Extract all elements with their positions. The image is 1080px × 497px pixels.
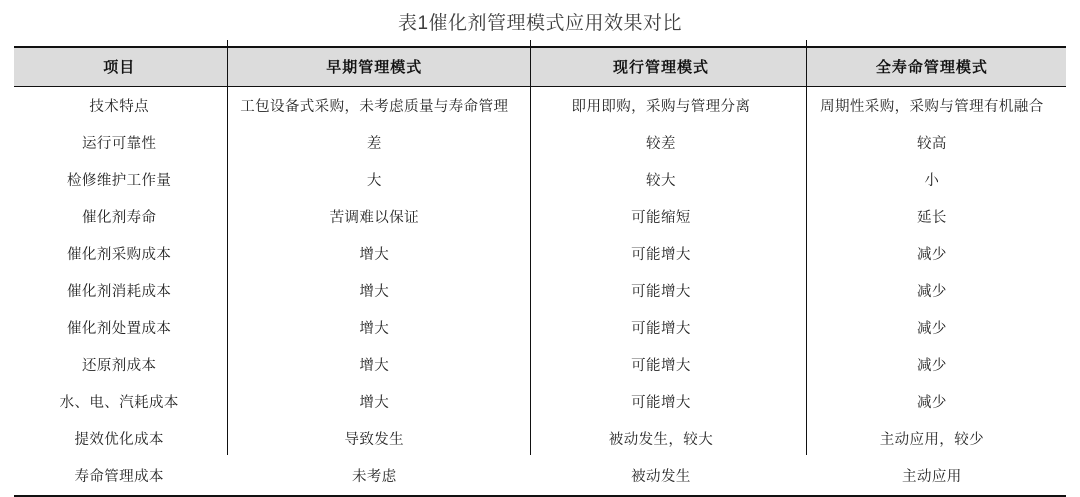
table-caption: 表1催化剂管理模式应用效果对比 [397, 13, 683, 34]
row-label: 催化剂处置成本 [67, 321, 172, 337]
cell-early: 大 [366, 173, 382, 189]
row-label: 水、电、汽耗成本 [59, 395, 179, 411]
cell-current: 可能增大 [631, 247, 691, 263]
cell-early: 工包设备式采购，未考虑质量与寿命管理 [240, 99, 509, 115]
cell-current: 可能增大 [631, 321, 691, 337]
cell-current: 被动发生，较大 [608, 432, 714, 448]
row-label: 提效优化成本 [74, 432, 164, 448]
cell-lifecycle: 减少 [916, 247, 947, 263]
row-label: 还原剂成本 [81, 358, 157, 374]
cell-current: 可能缩短 [631, 210, 691, 226]
row-label: 技术特点 [89, 99, 149, 115]
cell-current: 较大 [646, 173, 676, 189]
cell-early: 未考虑 [224, 457, 524, 496]
cell-lifecycle: 主动应用 [798, 457, 1066, 496]
table-container [0, 46, 1080, 497]
header-row [14, 47, 1066, 87]
table-row [14, 124, 1066, 161]
cell-lifecycle: 较高 [916, 136, 947, 152]
row-label: 催化剂采购成本 [67, 247, 172, 263]
cell-current: 即用即购，采购与管理分离 [571, 99, 751, 115]
cell-current: 较差 [646, 136, 676, 152]
row-label: 运行可靠性 [81, 136, 157, 152]
cell-lifecycle: 主动应用，较少 [879, 432, 985, 448]
row-label: 催化剂消耗成本 [67, 284, 172, 300]
cell-lifecycle: 减少 [916, 284, 947, 300]
cell-early: 增大 [359, 321, 390, 337]
cell-current: 可能增大 [631, 284, 691, 300]
row-label: 催化剂寿命 [81, 210, 157, 226]
table-row [14, 309, 1066, 346]
table-row [14, 346, 1066, 383]
column-header-early-mode: 早期管理模式 [224, 47, 524, 87]
column-header-item: 项目 [14, 47, 224, 87]
cell-current: 可能增大 [631, 358, 691, 374]
cell-early: 苦调难以保证 [329, 210, 419, 226]
table-row [14, 161, 1066, 198]
cell-current: 可能增大 [631, 395, 691, 411]
table-row [14, 457, 1066, 496]
column-header-lifecycle-mode: 全寿命管理模式 [798, 47, 1066, 87]
table-body [14, 87, 1066, 497]
cell-early: 增大 [359, 247, 390, 263]
table-row [14, 383, 1066, 420]
row-label: 寿命管理成本 [14, 457, 224, 496]
row-label: 检修维护工作量 [67, 173, 172, 189]
table-row [14, 87, 1066, 125]
cell-lifecycle: 减少 [916, 358, 947, 374]
cell-lifecycle: 延长 [916, 210, 947, 226]
cell-early: 增大 [359, 358, 390, 374]
cell-lifecycle: 减少 [916, 321, 947, 337]
table-header [14, 47, 1066, 87]
column-header-current-mode: 现行管理模式 [524, 47, 798, 87]
cell-early: 增大 [359, 395, 390, 411]
table-row [14, 420, 1066, 457]
cell-early: 导致发生 [344, 432, 405, 448]
cell-early: 增大 [359, 284, 390, 300]
comparison-table [14, 46, 1066, 497]
table-row [14, 198, 1066, 235]
cell-early: 差 [366, 136, 382, 152]
cell-lifecycle: 小 [924, 173, 940, 189]
cell-lifecycle: 减少 [916, 395, 947, 411]
table-row [14, 272, 1066, 309]
cell-lifecycle: 周期性采购，采购与管理有机融合 [820, 99, 1044, 115]
cell-current: 被动发生 [524, 457, 798, 496]
table-row [14, 235, 1066, 272]
